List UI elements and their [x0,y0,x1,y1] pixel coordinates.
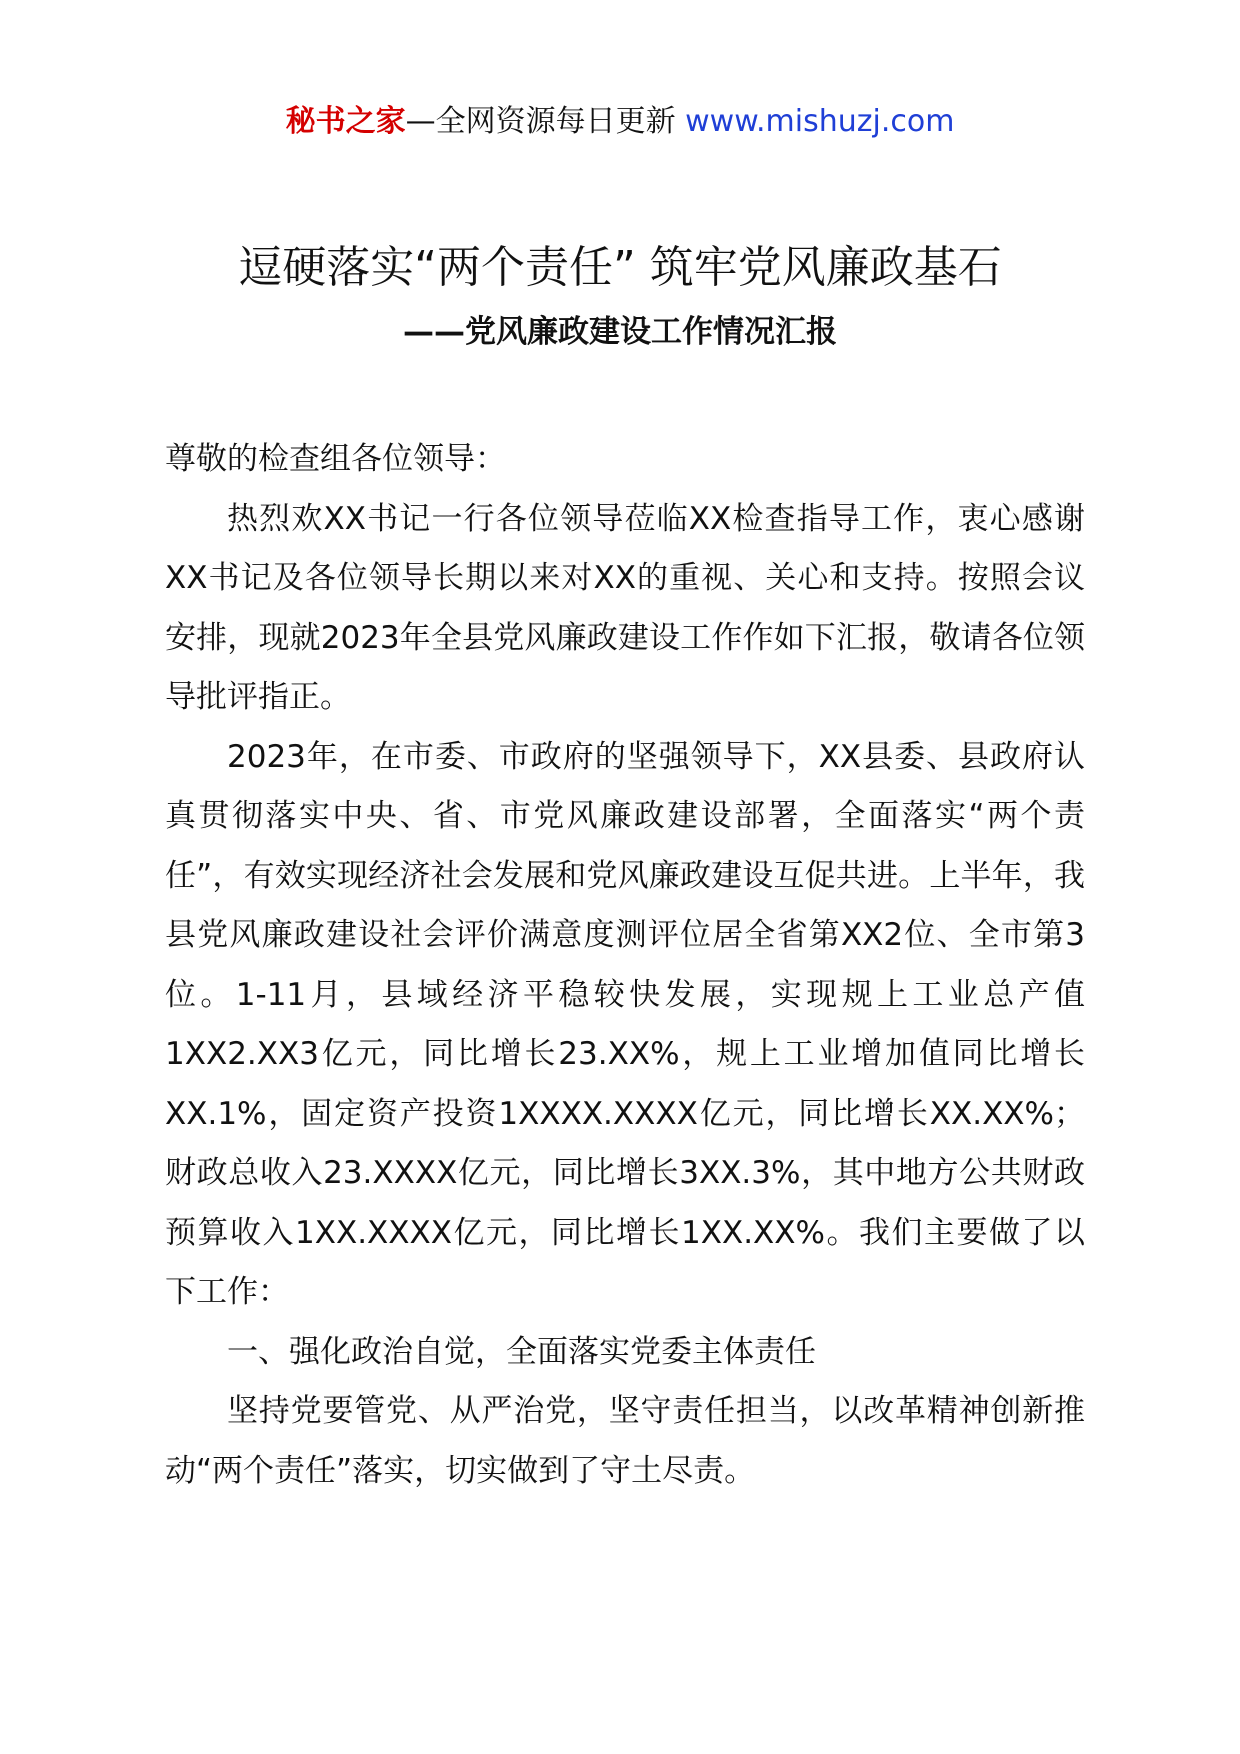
salutation: 尊敬的检查组各位领导： [165,441,506,477]
paragraph-section-1: 坚持党要管党、从严治党，坚守责任担当，以改革精神创新推动“两个责任”落实，切实做到了守土尽责。 [165,1393,1085,1489]
paragraph-welcome: 热烈欢XX书记一行各位领导莅临XX检查指导工作，衷心感谢XX书记及各位领导长期以来对XX的重视、关心和支持。按照会议安排，现就2023年全县党风廉政建设工作作如下汇报，敬请各位领导批评指正。 [165,500,1085,715]
document-subtitle: ——党风廉政建设工作情况汇报 [403,314,837,350]
document-title: 逗硬落实“两个责任” 筑牢党风廉政基石 [238,242,1002,293]
banner-tagline: —全网资源每日更新 [405,104,686,139]
site-banner [0,100,1240,144]
brand-name: 秘书之家 [285,104,406,139]
document-body [165,430,1085,1501]
section-heading-1: 一、强化政治自觉，全面落实党委主体责任 [227,1333,816,1370]
paragraph-overview: 2023年，在市委、市政府的坚强领导下，XX县委、县政府认真贯彻落实中央、省、市党风廉政建设部署，全面落实“两个责任”，有效实现经济社会发展和党风廉政建设互促共进。上半年，我县党风廉政建设社会评价满意度测评位居全省第XX2位、全市第3位。1-11月，县域经济平稳较快发展，实现规上工业总产值1XX2.XX3亿元，同比增长23.XX%，规上工业增加值同比增长XX.1%，固定资产投资1XXXX.XXXX亿元，同比增长XX.XX%；财政总收入23.XXXX亿元，同比增长3XX.3%，其中地方公共财政预算收入1XX.XXXX亿元，同比增长1XX.XX%。我们主要做了以下工作： [165,738,1085,1310]
site-url-link[interactable]: www.mishuzj.com [685,104,955,139]
